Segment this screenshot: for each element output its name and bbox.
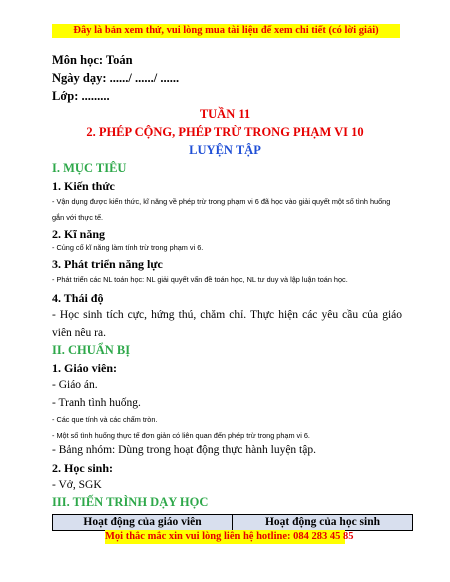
- teacher-item: - Bảng nhóm: Dùng trong hoạt động thực hành luyện tập.: [52, 444, 316, 456]
- date-line: Ngày dạy: ....../ ....../ ......: [52, 71, 180, 85]
- section-process-heading: III. TIẾN TRÌNH DẠY HỌC: [52, 495, 209, 509]
- activity-table-header: [52, 514, 413, 531]
- skills-text: - Củng cố kĩ năng làm tính trừ trong phạm vi 6.: [52, 243, 204, 252]
- student-heading: 2. Học sinh:: [52, 461, 114, 475]
- teacher-activity-column-header: Hoạt động của giáo viên: [83, 516, 202, 528]
- hotline-banner: Mọi thắc mắc xin vui lòng liên hệ hotline: 084 283 45 85: [105, 531, 354, 542]
- competence-text: - Phát triển các NL toán học: NL giải quyết vấn đề toán học, NL tư duy và lập luận toán học.: [52, 275, 348, 284]
- attitude-text: - Học sinh tích cực, hứng thú, chăm chỉ. Thực hiện các yêu cầu của giáo viên nêu ra.: [52, 309, 402, 339]
- lesson-title: 2. PHÉP CỘNG, PHÉP TRỪ TRONG PHẠM VI 10: [86, 125, 364, 139]
- lesson-subtitle: LUYỆN TẬP: [189, 143, 261, 157]
- knowledge-heading: 1. Kiến thức: [52, 179, 115, 193]
- subject-line: Môn học: Toán: [52, 53, 133, 67]
- teacher-item: - Giáo án.: [52, 379, 98, 391]
- student-item: - Vở, SGK: [52, 479, 102, 491]
- section-preparation-heading: II. CHUẨN BỊ: [52, 343, 131, 357]
- teacher-item: - Một số tình huống thực tế đơn giản có liên quan đến phép trừ trong phạm vi 6.: [52, 431, 310, 440]
- student-activity-column-header: Hoạt động của học sinh: [232, 515, 412, 530]
- section-objectives-heading: I. MỤC TIÊU: [52, 161, 127, 175]
- preview-notice-banner: Đây là bản xem thử, vui lòng mua tài liệu để xem chi tiết (có lời giải): [52, 24, 400, 38]
- competence-heading: 3. Phát triển năng lực: [52, 257, 163, 271]
- skills-heading: 2. Kĩ năng: [52, 227, 106, 241]
- teacher-item: - Các que tính và các chấm tròn.: [52, 415, 158, 424]
- knowledge-text: - Vận dụng được kiến thức, kĩ năng về phép trừ trong phạm vi 6 đã học vào giải quyết một số tình huống gắn với thực tế.: [52, 197, 391, 222]
- teacher-item: - Tranh tình huống.: [52, 397, 141, 409]
- class-line: Lớp: .........: [52, 89, 110, 103]
- teacher-heading: 1. Giáo viên:: [52, 361, 117, 375]
- attitude-heading: 4. Thái độ: [52, 291, 104, 305]
- week-title: TUẦN 11: [199, 107, 251, 121]
